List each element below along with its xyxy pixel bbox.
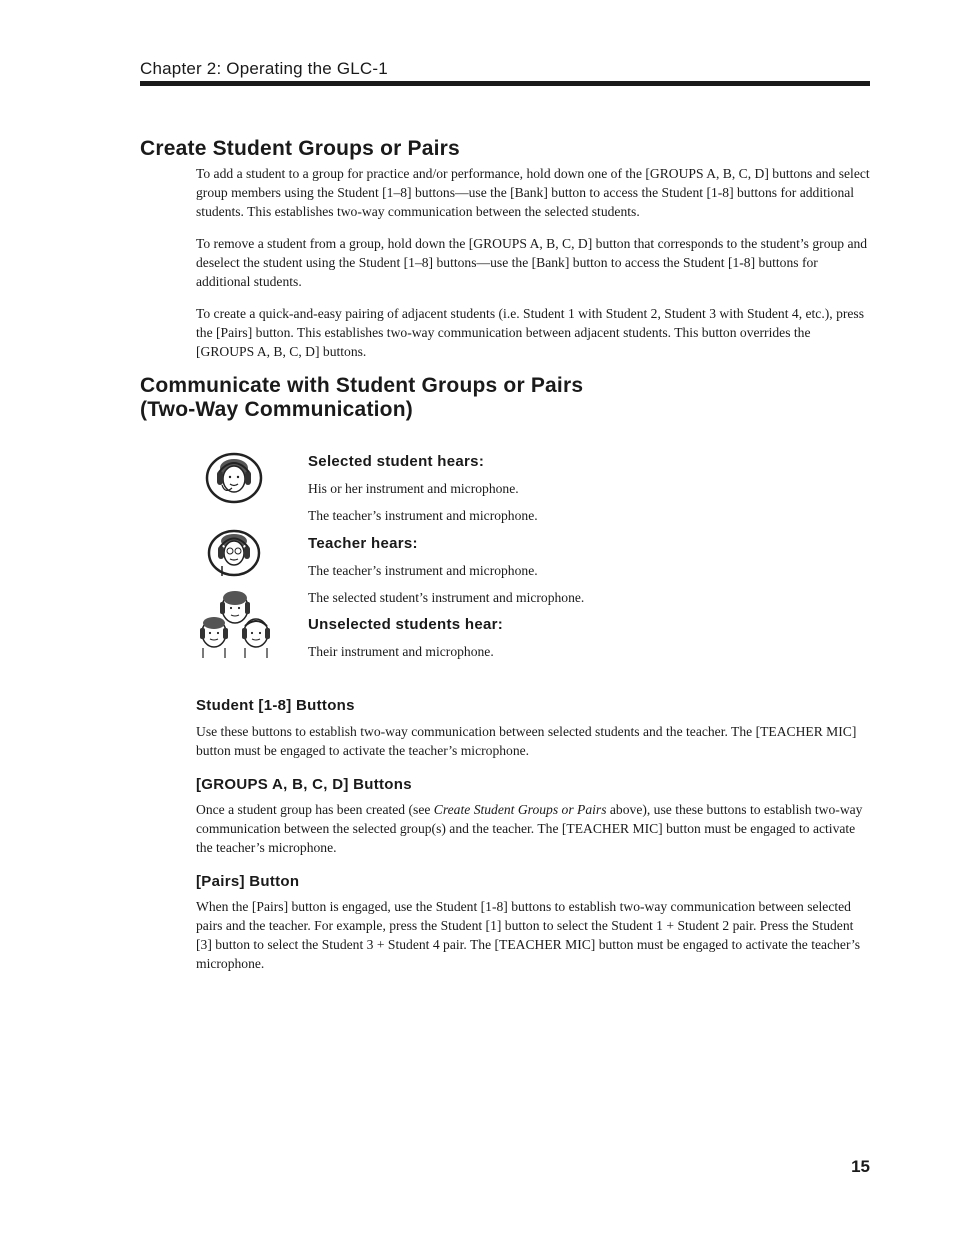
teacher-hears-line-2: The selected student’s instrument and microphone. — [308, 590, 585, 605]
unselected-students-hear-heading: Unselected students hear: — [308, 616, 504, 633]
selected-student-hears-heading: Selected student hears: — [308, 453, 485, 470]
groups-buttons-heading: [GROUPS A, B, C, D] Buttons — [196, 776, 412, 793]
paragraph-add-student: To add a student to a group for practice and/or performance, hold down one of the [GROUPS A, B, C, D] buttons and select group members using the Student [1–8] buttons—use the [Bank] button to access the Student [1-8] buttons for additional students. This establishes two-way communication between the selected students. — [196, 166, 870, 219]
selected-hears-line-1: His or her instrument and microphone. — [308, 481, 519, 496]
header-rule — [140, 81, 870, 86]
unselected-hear-line-1: Their instrument and microphone. — [308, 644, 494, 659]
paragraph-pairing: To create a quick-and-easy pairing of adjacent students (i.e. Student 1 with Student 2, Student 3 with Student 4, etc.), press the [Pairs] button. This establishes two-way communication between adjacent students. This button overrides the [GROUPS A, B, C, D] buttons. — [196, 306, 865, 359]
section-title-communicate-line1: Communicate with Student Groups or Pairs — [140, 374, 584, 397]
student-buttons-heading: Student [1-8] Buttons — [196, 697, 355, 714]
headset-student-icon — [205, 452, 263, 504]
section-title-communicate-line2: (Two-Way Communication) — [140, 398, 413, 421]
student-buttons-paragraph: Use these buttons to establish two-way communication between selected students and the teacher. The [TEACHER MIC] button must be engaged to activate the teacher’s microphone. — [196, 724, 857, 758]
running-head: Chapter 2: Operating the GLC-1 — [140, 59, 388, 78]
headset-teacher-icon — [205, 528, 263, 578]
page-number: 15 — [851, 1157, 870, 1176]
groups-buttons-text-before: Once a student group has been created (see — [196, 802, 434, 817]
section-title-communicate — [140, 374, 583, 422]
teacher-hears-line-1: The teacher’s instrument and microphone. — [308, 563, 538, 578]
section-title-create-groups: Create Student Groups or Pairs — [140, 137, 460, 160]
pairs-button-heading: [Pairs] Button — [196, 873, 300, 890]
paragraph-remove-student: To remove a student from a group, hold down the [GROUPS A, B, C, D] button that corresponds to the student’s group and deselect the student using the Student [1–8] buttons—use the [Bank] button to access the Student [1-8] buttons for additional students. — [196, 236, 868, 289]
selected-hears-line-2: The teacher’s instrument and microphone. — [308, 508, 538, 523]
teacher-hears-heading: Teacher hears: — [308, 535, 418, 552]
groups-buttons-paragraph — [196, 800, 872, 857]
pairs-button-paragraph: When the [Pairs] button is engaged, use the Student [1-8] buttons to establish two-way communication between selected pairs and the teacher. For example, press the Student [1] button to select the Student 1 + Student 2 pair. Press the Student [3] button to select the Student 3 + Student 4 pair. The [TEACHER MIC] button must be engaged to activate the teacher’s microphone. — [196, 899, 861, 971]
groups-buttons-text-after: above), use these buttons to establish two-way communication between the selected group(s) and the teacher. The [TEACHER MIC] button must be engaged to activate the teacher’s microphone. — [196, 802, 863, 855]
student-group-icon — [195, 588, 275, 660]
groups-buttons-text-italic: Create Student Groups or Pairs — [433, 802, 607, 817]
